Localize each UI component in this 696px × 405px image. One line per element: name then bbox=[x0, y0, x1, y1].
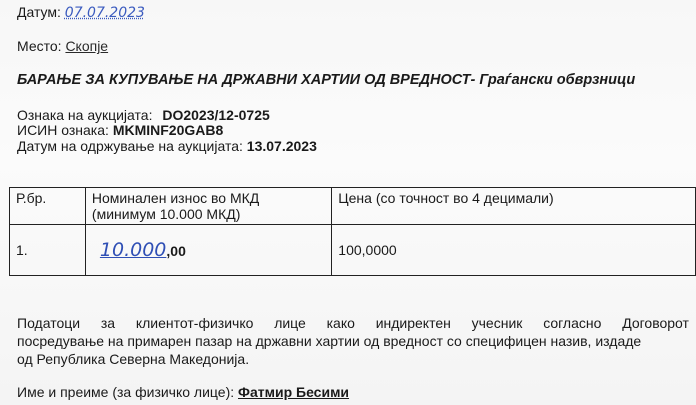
header-price: Цена (со точност во 4 децимали) bbox=[332, 188, 696, 225]
date-line bbox=[17, 4, 145, 21]
isin-line bbox=[17, 122, 223, 138]
place-value: Скопје bbox=[65, 38, 109, 54]
header-amount-line2: (минимум 10.000 МКД) bbox=[91, 206, 241, 222]
date-label: Датум: bbox=[17, 4, 61, 20]
word: учесник bbox=[471, 315, 523, 331]
paragraph-line-3: од Република Северна Македонија. bbox=[17, 351, 250, 367]
auction-date-label: Датум на одржување на аукцијата: bbox=[17, 138, 243, 154]
paragraph-line-1 bbox=[17, 314, 689, 332]
cell-amount bbox=[85, 225, 331, 276]
document-title: БАРАЊЕ ЗА КУПУВАЊЕ НА ДРЖАВНИ ХАРТИИ ОД ВРЕДНОСТ- Граѓански обврзници bbox=[17, 72, 636, 88]
cell-price: 100,0000 bbox=[332, 225, 696, 276]
word: индиректен bbox=[375, 315, 451, 331]
word: Договорот bbox=[622, 315, 689, 331]
client-data-paragraph bbox=[17, 314, 696, 368]
word: Податоци bbox=[17, 315, 81, 331]
word: за bbox=[100, 315, 116, 331]
name-label: Име и преиме (за физичко лице): bbox=[17, 384, 235, 400]
word: лице bbox=[274, 315, 306, 331]
auction-date-value: 13.07.2023 bbox=[246, 138, 317, 154]
header-amount-line1: Номинален износ во МКД bbox=[91, 190, 260, 206]
auction-code-line bbox=[17, 107, 270, 123]
table-row bbox=[10, 225, 696, 276]
amount-decimals: ,00 bbox=[166, 243, 186, 259]
word: како bbox=[326, 315, 355, 331]
paragraph-line-2: посредување на примарен пазар на државни хартии од вредност со специфицен назив, издаде bbox=[17, 333, 642, 349]
table-header-row bbox=[10, 188, 696, 225]
isin-label: ИСИН ознака: bbox=[17, 122, 109, 138]
amount-handwritten: 10.000 bbox=[99, 239, 167, 261]
cell-no: 1. bbox=[10, 225, 86, 276]
place-line bbox=[17, 38, 108, 54]
header-no: Р.бр. bbox=[10, 188, 86, 225]
auction-code-value: DO2023/12-0725 bbox=[162, 107, 270, 123]
word: согласно bbox=[543, 315, 602, 331]
auction-code-label: Ознака на аукцијата: bbox=[17, 107, 153, 123]
name-line bbox=[17, 384, 349, 400]
word: клиентот-физичко bbox=[135, 315, 254, 331]
place-label: Место: bbox=[17, 38, 62, 54]
bid-table bbox=[9, 187, 696, 276]
name-value: Фатмир Бесими bbox=[238, 384, 350, 400]
date-value: 07.07.2023 bbox=[64, 5, 145, 21]
isin-value: MKMINF20GAB8 bbox=[112, 122, 224, 138]
header-amount bbox=[85, 188, 331, 225]
auction-date-line bbox=[17, 138, 317, 154]
